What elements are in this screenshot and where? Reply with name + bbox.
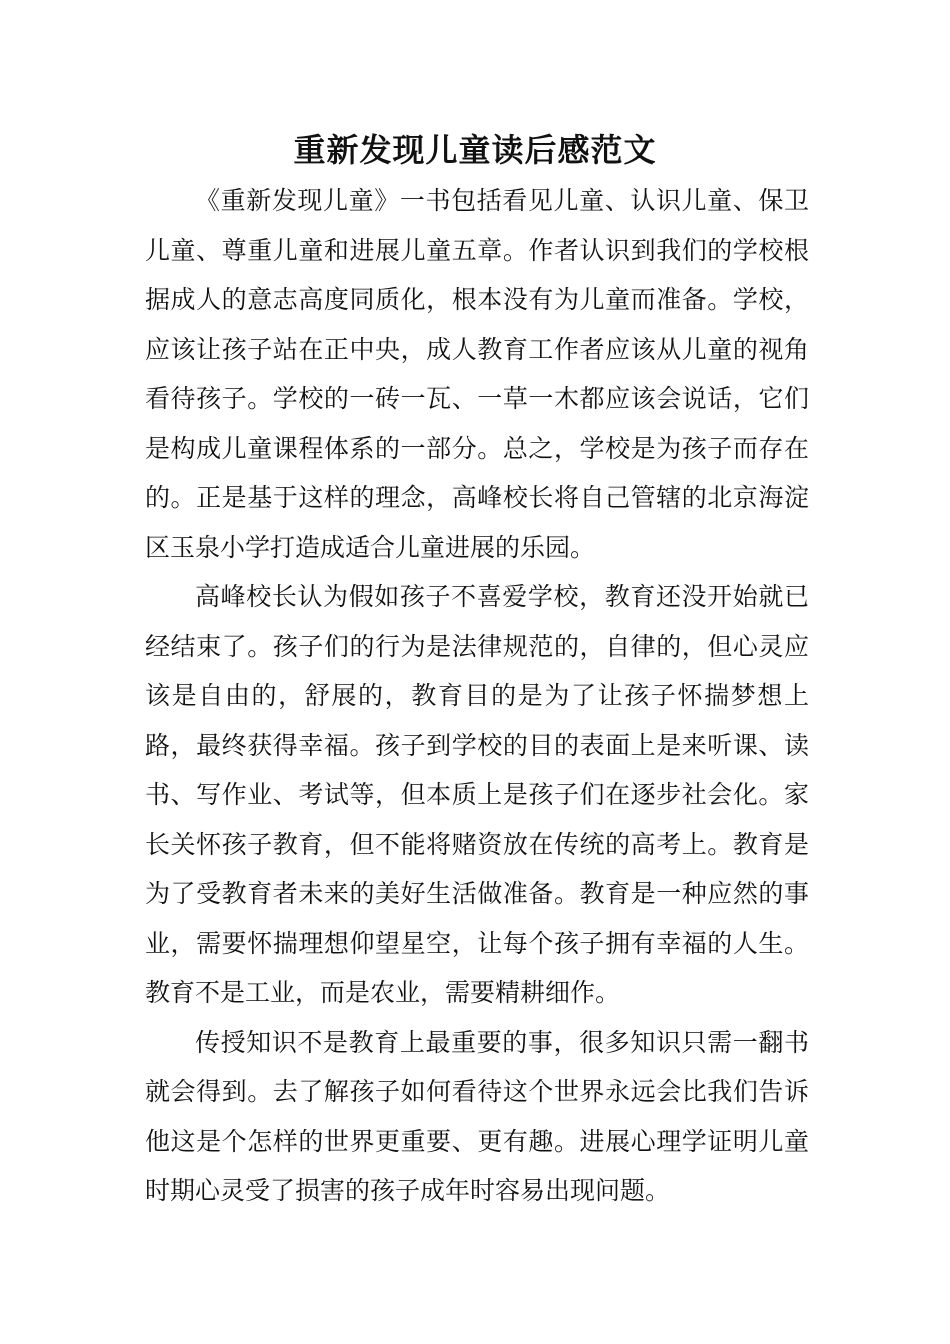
document-title: 重新发现儿童读后感范文 bbox=[293, 131, 657, 169]
paragraph-3: 传授知识不是教育上最重要的事，很多知识只需一翻书就会得到。去了解孩子如何看待这个世界永远会比我们告诉他这是个怎样的世界更重要、更有趣。进展心理学证明儿童时期心灵受了损害的孩子成年时容易出现问题。 bbox=[145, 1027, 809, 1205]
paragraph-1: 《重新发现儿童》一书包括看见儿童、认识儿童、保卫儿童、尊重儿童和进展儿童五章。作者认识到我们的学校根据成人的意志高度同质化，根本没有为儿童而准备。学校，应该让孩子站在正中央，成人教育工作者应该从儿童的视角看待孩子。学校的一砖一瓦、一草一木都应该会说话，它们是构成儿童课程体系的一部分。总之，学校是为孩子而存在的。正是基于这样的理念，高峰校长将自己管辖的北京海淀区玉泉小学打造成适合儿童进展的乐园。 bbox=[145, 186, 809, 562]
paragraph-2: 高峰校长认为假如孩子不喜爱学校，教育还没开始就已经结束了。孩子们的行为是法律规范的，自律的，但心灵应该是自由的，舒展的，教育目的是为了让孩子怀揣梦想上路，最终获得幸福。孩子到学校的目的表面上是来听课、读书、写作业、考试等，但本质上是孩子们在逐步社会化。家长关怀孩子教育，但不能将赌资放在传统的高考上。教育是为了受教育者未来的美好生活做准备。教育是一种应然的事业，需要怀揣理想仰望星空，让每个孩子拥有幸福的人生。教育不是工业，而是农业，需要精耕细作。 bbox=[145, 582, 809, 1007]
document-body bbox=[145, 176, 809, 1216]
